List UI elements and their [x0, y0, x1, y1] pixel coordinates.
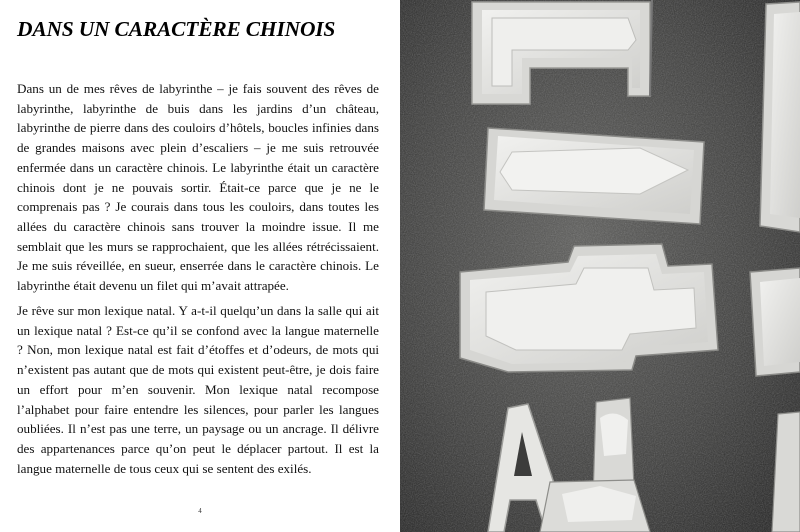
letter-molds-photo — [400, 0, 800, 532]
photo-page — [400, 0, 800, 532]
page-title: DANS UN CARACTÈRE CHINOIS — [17, 17, 336, 41]
mold-lower-right — [750, 268, 800, 376]
mold-right-edge — [760, 2, 800, 232]
paragraph-1: Dans un de mes rêves de labyrinthe – je fais souvent des rêves de labyrinthe, labyrinthe de buis dans les jardins d’un château, labyrinthe de pierre dans des couloirs d’hôtels, boucles infinies dans de grandes maisons avec plein d’escaliers – je me suis retrouvée enfermée dans un caractère chinois. Le labyrinthe était un caractère chinois dont je ne pouvais sortir. Était-ce parce que je ne le comprenais pas ? Je courais dans tous les couloirs, dans toutes les allées du caractère chinois sans trouver la moindre issue. Il me semblait que les murs se rapprochaient, que les allées rétrécissaient. Je me suis réveillée, en sueur, enserrée dans le caractère chinois. Le labyrinthe était devenu un filet qui m’avait attrapée. — [17, 81, 379, 294]
mold-middle — [484, 128, 704, 224]
page-number: 4 — [198, 507, 202, 515]
paragraph-2: Je rêve sur mon lexique natal. Y a-t-il quelqu’un dans la salle qui ait un lexique natal ? Est-ce qu’il se confond avec la langue maternelle ? Non, mon lexique natal est fait d’étoffes et d’odeurs, de mots qui n’existent pas autant que de mots qui existent peut-être, je dois faire un effort pour m’en souvenir. Mon lexique natal recompose l’alphabet pour faire entendre les silences, pour parler les langues oubliées. Il n’est pas une terre, un paysage ou un ancrage. Il délivre des appartenances parce qu’on peut le déplacer partout. Il est la langue maternelle de tous ceux qui se sentent des exilés. — [17, 303, 379, 476]
